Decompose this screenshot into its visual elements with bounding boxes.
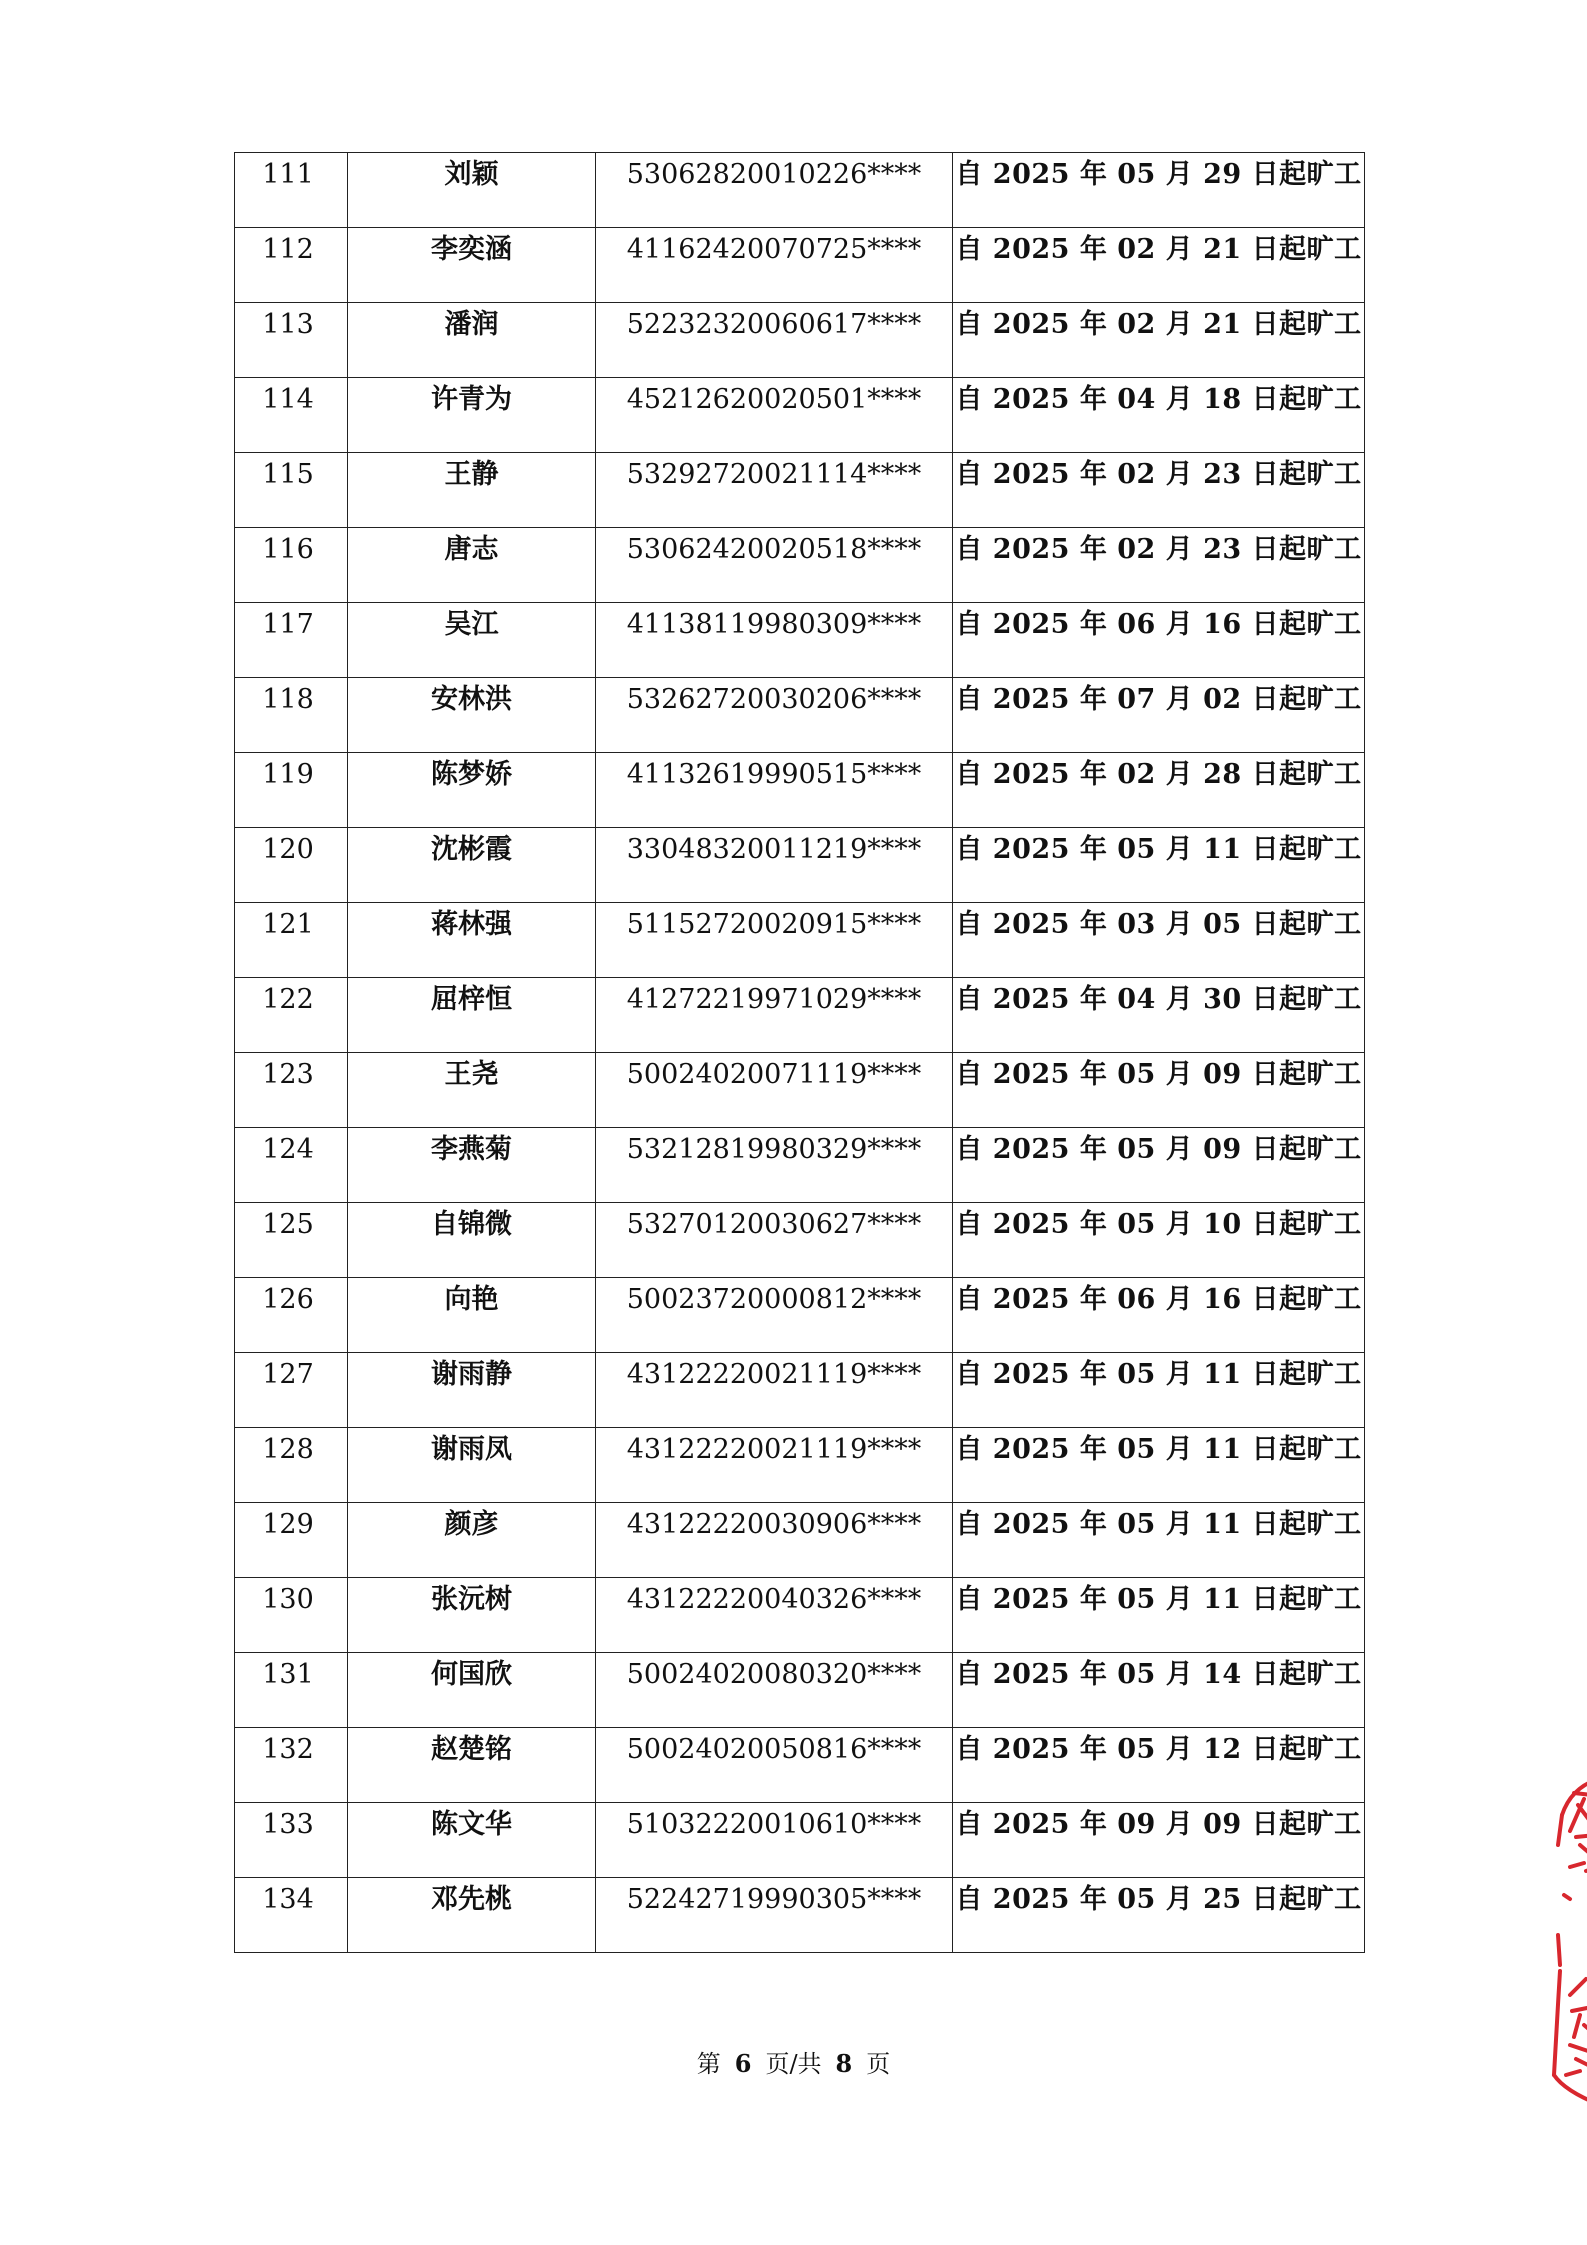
id-number-cell (596, 903, 953, 978)
absence-status-cell (953, 1353, 1365, 1428)
table-row (235, 1278, 1365, 1353)
row-number-cell (235, 528, 348, 603)
table-row (235, 828, 1365, 903)
row-number-cell (235, 1878, 348, 1953)
employee-name-cell (348, 1503, 596, 1578)
id-number: 41132619990515**** (626, 759, 922, 790)
id-number: 33048320011219**** (626, 834, 922, 865)
employee-name: 刘颖 (444, 159, 499, 190)
employee-name: 谢雨静 (431, 1359, 512, 1390)
absence-status-cell (953, 1653, 1365, 1728)
id-number-cell (596, 378, 953, 453)
absence-status-cell (953, 528, 1365, 603)
employee-name: 陈文华 (431, 1809, 512, 1840)
row-number-cell (235, 1653, 348, 1728)
employee-name-cell (348, 1653, 596, 1728)
employee-name-cell (348, 1353, 596, 1428)
absence-status: 自 2025 年 05 月 09 日起旷工 (955, 1059, 1362, 1090)
employee-name: 邓先桃 (431, 1884, 512, 1915)
row-number-cell (235, 1203, 348, 1278)
absence-status-cell (953, 678, 1365, 753)
row-number-cell (235, 1428, 348, 1503)
employee-name-cell (348, 678, 596, 753)
employee-name: 王静 (444, 459, 499, 490)
row-number: 133 (262, 1809, 314, 1840)
absence-status: 自 2025 年 05 月 11 日起旷工 (955, 1359, 1362, 1390)
employee-name: 许青为 (431, 384, 512, 415)
row-number: 131 (262, 1659, 314, 1690)
table-row (235, 603, 1365, 678)
id-number-cell (596, 978, 953, 1053)
absence-status: 自 2025 年 05 月 11 日起旷工 (955, 1584, 1362, 1615)
employee-name: 安林洪 (431, 684, 512, 715)
id-number-cell (596, 828, 953, 903)
absence-status: 自 2025 年 06 月 16 日起旷工 (955, 1284, 1362, 1315)
row-number: 117 (262, 609, 314, 640)
row-number-cell (235, 828, 348, 903)
employee-name-cell (348, 828, 596, 903)
row-number: 134 (262, 1884, 314, 1915)
absence-status: 自 2025 年 05 月 09 日起旷工 (955, 1134, 1362, 1165)
employee-name-cell (348, 228, 596, 303)
table-row (235, 1653, 1365, 1728)
id-number-cell (596, 303, 953, 378)
absence-status: 自 2025 年 02 月 23 日起旷工 (955, 459, 1362, 490)
absence-status: 自 2025 年 02 月 23 日起旷工 (955, 534, 1362, 565)
row-number-cell (235, 1353, 348, 1428)
row-number: 114 (262, 384, 314, 415)
employee-name-cell (348, 453, 596, 528)
absence-status-cell (953, 1803, 1365, 1878)
absence-status-cell (953, 1503, 1365, 1578)
id-number: 53292720021114**** (626, 459, 922, 490)
employee-name-cell (348, 303, 596, 378)
employee-name: 何国欣 (431, 1659, 512, 1690)
table-row (235, 453, 1365, 528)
id-number-cell (596, 603, 953, 678)
table-row (235, 1353, 1365, 1428)
table-row (235, 1728, 1365, 1803)
row-number-cell (235, 1503, 348, 1578)
absence-status: 自 2025 年 07 月 02 日起旷工 (955, 684, 1362, 715)
row-number: 124 (262, 1134, 314, 1165)
employee-name-cell (348, 1428, 596, 1503)
row-number: 115 (262, 459, 314, 490)
table-row (235, 303, 1365, 378)
employee-name-cell (348, 1203, 596, 1278)
absence-status: 自 2025 年 06 月 16 日起旷工 (955, 609, 1362, 640)
absence-status: 自 2025 年 02 月 28 日起旷工 (955, 759, 1362, 790)
table-row (235, 753, 1365, 828)
id-number: 41138119980309**** (626, 609, 922, 640)
row-number-cell (235, 228, 348, 303)
absence-status: 自 2025 年 05 月 14 日起旷工 (955, 1659, 1362, 1690)
id-number-cell (596, 1503, 953, 1578)
row-number-cell (235, 903, 348, 978)
employee-name: 颜彦 (444, 1509, 499, 1540)
row-number-cell (235, 1053, 348, 1128)
row-number: 120 (262, 834, 314, 865)
row-number-cell (235, 978, 348, 1053)
id-number-cell (596, 678, 953, 753)
row-number-cell (235, 678, 348, 753)
absence-status-cell (953, 1428, 1365, 1503)
id-number-cell (596, 1653, 953, 1728)
absence-status-cell (953, 753, 1365, 828)
id-number: 52242719990305**** (626, 1884, 922, 1915)
employee-name: 谢雨凤 (431, 1434, 512, 1465)
id-number: 43122220040326**** (626, 1584, 922, 1615)
row-number-cell (235, 1728, 348, 1803)
employee-name: 李燕菊 (431, 1134, 512, 1165)
absence-status-cell (953, 153, 1365, 228)
row-number: 130 (262, 1584, 314, 1615)
absence-status-cell (953, 453, 1365, 528)
red-seal-stamp-fragment (1540, 1775, 1587, 2115)
absence-status: 自 2025 年 05 月 29 日起旷工 (955, 159, 1362, 190)
employee-name: 蒋林强 (431, 909, 512, 940)
table-row (235, 528, 1365, 603)
id-number-cell (596, 153, 953, 228)
absence-status: 自 2025 年 05 月 25 日起旷工 (955, 1884, 1362, 1915)
employee-name-cell (348, 753, 596, 828)
row-number: 118 (262, 684, 314, 715)
employee-name-cell (348, 1728, 596, 1803)
table-row (235, 1053, 1365, 1128)
absence-status-cell (953, 828, 1365, 903)
absence-status-cell (953, 603, 1365, 678)
employee-name-cell (348, 1128, 596, 1203)
id-number: 53062420020518**** (626, 534, 922, 565)
absence-status-cell (953, 1128, 1365, 1203)
roster-table (234, 152, 1365, 1953)
absence-status-cell (953, 228, 1365, 303)
table-row (235, 1128, 1365, 1203)
footer-prefix: 第 (696, 2050, 721, 2078)
id-number: 50023720000812**** (626, 1284, 922, 1315)
id-number: 41162420070725**** (626, 234, 922, 265)
id-number-cell (596, 1728, 953, 1803)
employee-name: 自锦微 (431, 1209, 512, 1240)
id-number-cell (596, 1053, 953, 1128)
id-number: 45212620020501**** (626, 384, 922, 415)
absence-status-cell (953, 903, 1365, 978)
id-number-cell (596, 1128, 953, 1203)
row-number: 127 (262, 1359, 314, 1390)
id-number: 41272219971029**** (626, 984, 922, 1015)
absence-status: 自 2025 年 02 月 21 日起旷工 (955, 309, 1362, 340)
id-number-cell (596, 1353, 953, 1428)
absence-status: 自 2025 年 02 月 21 日起旷工 (955, 234, 1362, 265)
absence-status: 自 2025 年 05 月 10 日起旷工 (955, 1209, 1362, 1240)
row-number: 113 (262, 309, 314, 340)
footer-suffix: 页 (866, 2050, 891, 2078)
employee-name-cell (348, 978, 596, 1053)
row-number: 121 (262, 909, 314, 940)
employee-name-cell (348, 1278, 596, 1353)
absence-status-cell (953, 303, 1365, 378)
id-number-cell (596, 1203, 953, 1278)
row-number-cell (235, 603, 348, 678)
employee-name-cell (348, 1578, 596, 1653)
id-number: 53062820010226**** (626, 159, 922, 190)
id-number: 50024020080320**** (626, 1659, 922, 1690)
employee-name-cell (348, 1878, 596, 1953)
id-number: 50024020071119**** (626, 1059, 922, 1090)
row-number: 125 (262, 1209, 314, 1240)
table-row (235, 678, 1365, 753)
absence-status-cell (953, 978, 1365, 1053)
employee-name: 潘润 (444, 309, 499, 340)
id-number-cell (596, 528, 953, 603)
current-page-number: 6 (734, 2049, 752, 2078)
absence-status: 自 2025 年 04 月 18 日起旷工 (955, 384, 1362, 415)
employee-name: 屈梓恒 (431, 984, 512, 1015)
row-number: 129 (262, 1509, 314, 1540)
id-number: 43122220021119**** (626, 1434, 922, 1465)
absence-status-cell (953, 1578, 1365, 1653)
row-number: 123 (262, 1059, 314, 1090)
row-number-cell (235, 453, 348, 528)
employee-name-cell (348, 153, 596, 228)
footer-middle: 页/共 (765, 2050, 822, 2078)
row-number: 116 (262, 534, 314, 565)
absence-status-cell (953, 1278, 1365, 1353)
row-number-cell (235, 1128, 348, 1203)
table-row (235, 978, 1365, 1053)
table-row (235, 1428, 1365, 1503)
employee-name: 陈梦娇 (431, 759, 512, 790)
absence-status-cell (953, 1053, 1365, 1128)
table-row (235, 228, 1365, 303)
employee-name-cell (348, 1803, 596, 1878)
employee-name-cell (348, 1053, 596, 1128)
employee-name-cell (348, 528, 596, 603)
employee-name: 张沅树 (431, 1584, 512, 1615)
absence-status-cell (953, 1878, 1365, 1953)
id-number-cell (596, 1428, 953, 1503)
row-number-cell (235, 1278, 348, 1353)
absence-status-cell (953, 378, 1365, 453)
row-number: 132 (262, 1734, 314, 1765)
employee-name: 李奕涵 (431, 234, 512, 265)
row-number-cell (235, 1803, 348, 1878)
employee-name-cell (348, 603, 596, 678)
table-row (235, 903, 1365, 978)
id-number: 51032220010610**** (626, 1809, 922, 1840)
absence-status: 自 2025 年 03 月 05 日起旷工 (955, 909, 1362, 940)
employee-name: 向艳 (444, 1284, 499, 1315)
roster-body (235, 153, 1365, 1953)
absence-status: 自 2025 年 04 月 30 日起旷工 (955, 984, 1362, 1015)
row-number: 122 (262, 984, 314, 1015)
employee-name: 吴江 (444, 609, 499, 640)
table-row (235, 1578, 1365, 1653)
row-number-cell (235, 753, 348, 828)
id-number-cell (596, 1578, 953, 1653)
absence-status: 自 2025 年 05 月 11 日起旷工 (955, 1434, 1362, 1465)
id-number: 51152720020915**** (626, 909, 922, 940)
row-number-cell (235, 153, 348, 228)
id-number: 50024020050816**** (626, 1734, 922, 1765)
id-number: 53270120030627**** (626, 1209, 922, 1240)
id-number-cell (596, 1278, 953, 1353)
id-number: 53262720030206**** (626, 684, 922, 715)
absence-status: 自 2025 年 05 月 11 日起旷工 (955, 834, 1362, 865)
employee-name: 沈彬霞 (431, 834, 512, 865)
id-number-cell (596, 1803, 953, 1878)
table-row (235, 1803, 1365, 1878)
table-row (235, 1503, 1365, 1578)
absence-status: 自 2025 年 05 月 11 日起旷工 (955, 1509, 1362, 1540)
row-number-cell (235, 303, 348, 378)
employee-name: 王尧 (444, 1059, 499, 1090)
absence-status-cell (953, 1728, 1365, 1803)
id-number: 43122220021119**** (626, 1359, 922, 1390)
table-row (235, 378, 1365, 453)
employee-name-cell (348, 378, 596, 453)
row-number-cell (235, 378, 348, 453)
id-number: 53212819980329**** (626, 1134, 922, 1165)
table-row (235, 153, 1365, 228)
absence-status: 自 2025 年 09 月 09 日起旷工 (955, 1809, 1362, 1840)
table-row (235, 1203, 1365, 1278)
row-number: 126 (262, 1284, 314, 1315)
id-number-cell (596, 1878, 953, 1953)
id-number-cell (596, 753, 953, 828)
absence-status: 自 2025 年 05 月 12 日起旷工 (955, 1734, 1362, 1765)
row-number: 119 (262, 759, 314, 790)
row-number: 111 (262, 159, 314, 190)
employee-name: 唐志 (444, 534, 499, 565)
row-number-cell (235, 1578, 348, 1653)
id-number: 52232320060617**** (626, 309, 922, 340)
row-number: 112 (262, 234, 314, 265)
employee-name-cell (348, 903, 596, 978)
table-row (235, 1878, 1365, 1953)
page-footer (0, 2044, 1587, 2079)
absence-status-cell (953, 1203, 1365, 1278)
employee-name: 赵楚铭 (431, 1734, 512, 1765)
row-number: 128 (262, 1434, 314, 1465)
id-number: 43122220030906**** (626, 1509, 922, 1540)
total-page-number: 8 (835, 2049, 853, 2078)
id-number-cell (596, 228, 953, 303)
id-number-cell (596, 453, 953, 528)
